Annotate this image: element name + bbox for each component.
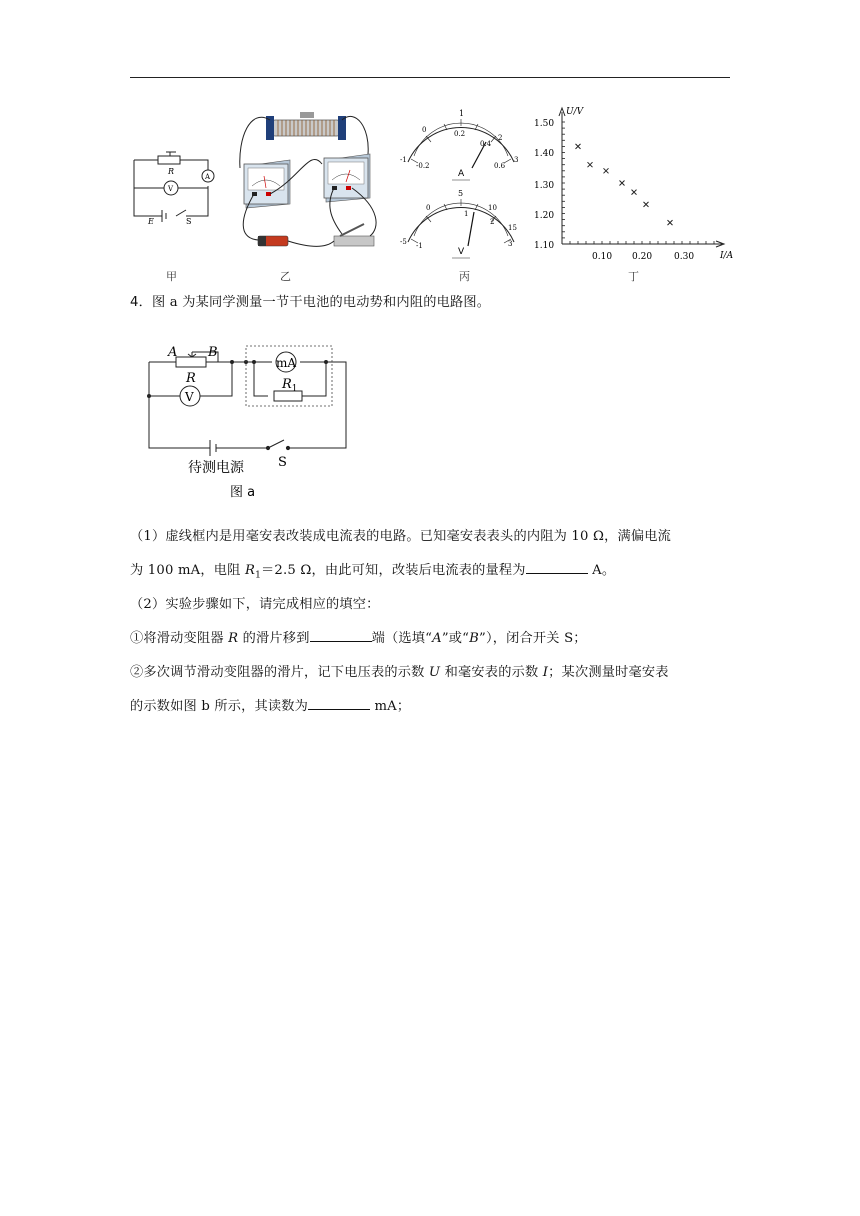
ding-ytick-0: 1.50 bbox=[534, 119, 555, 129]
bing-voltmeter-scale-2: 10 bbox=[488, 204, 497, 212]
a-label-V: V bbox=[185, 390, 194, 404]
figure-a-circuit bbox=[140, 340, 355, 505]
ding-data-point bbox=[668, 220, 673, 225]
jia-label-E: E bbox=[148, 217, 154, 226]
part-2-step2-line2: 的示数如图 b 所示，其读数为 mA； bbox=[130, 690, 735, 724]
bing-voltmeter-bottom-0: -5 bbox=[400, 238, 407, 246]
jia-label-V: V bbox=[168, 185, 174, 193]
bing-ammeter-bottom-2: 2 bbox=[498, 134, 503, 142]
bing-ammeter-top-label: 1 bbox=[459, 109, 465, 118]
ding-xtick-2: 0.30 bbox=[674, 252, 695, 262]
ding-data-point bbox=[644, 202, 649, 207]
ding-data-point bbox=[588, 162, 593, 167]
jia-label-A: A bbox=[205, 173, 211, 181]
part-2-step1: ①将滑动变阻器 R 的滑片移到 端（选填“A”或“B”），闭合开关 S； bbox=[130, 622, 735, 656]
bing-ammeter-scale-3: 0.6 bbox=[494, 162, 506, 170]
bing-voltmeter-scale-3: 15 bbox=[508, 224, 517, 232]
part-1-line2: 为 100 mA，电阻 $R_1=2.5$ Ω，由此可知，改装后电流表的量程为 A。 bbox=[130, 554, 735, 593]
ding-ytick-4: 1.10 bbox=[534, 241, 555, 251]
bing-ammeter-scale-0: 0 bbox=[422, 126, 427, 134]
answer-blank-reading[interactable] bbox=[308, 695, 370, 710]
figure-jia-circuit bbox=[128, 150, 218, 230]
a-label-source: 待测电源 bbox=[188, 460, 244, 476]
bing-voltmeter-unit: V bbox=[458, 247, 465, 257]
dashed-box bbox=[246, 346, 332, 406]
ding-xtick-0: 0.10 bbox=[592, 252, 613, 262]
bing-voltmeter-bottom-3: 2 bbox=[490, 218, 495, 226]
header-rule bbox=[130, 77, 730, 78]
a-caption: 图 a bbox=[230, 485, 256, 500]
bing-ammeter-scale-1: 0.2 bbox=[454, 130, 466, 138]
ding-ytick-1: 1.40 bbox=[534, 149, 555, 159]
bing-ammeter-unit: A bbox=[458, 169, 465, 179]
part-2-title: （2）实验步骤如下，请完成相应的填空： bbox=[130, 597, 380, 612]
bing-voltmeter-bottom-4: 3 bbox=[508, 240, 513, 248]
question-number: 4 bbox=[130, 295, 139, 310]
answer-blank-end[interactable] bbox=[310, 627, 372, 642]
a-label-R1: $R_1$ bbox=[282, 377, 298, 394]
a-label-R: R bbox=[186, 371, 196, 386]
ding-data-point bbox=[620, 181, 625, 186]
ding-data-point bbox=[632, 190, 637, 195]
jia-label-S: S bbox=[186, 217, 192, 226]
part-2 bbox=[130, 588, 735, 724]
jia-label-R: R bbox=[168, 167, 175, 176]
question-stem-text: ．图 a 为某同学测量一节干电池的电动势和内阻的电路图。 bbox=[138, 295, 491, 310]
bing-voltmeter-scale-1: 5 bbox=[458, 189, 464, 198]
caption-ding: 丁 bbox=[628, 270, 639, 283]
bing-ammeter-bottom-0: -1 bbox=[400, 156, 407, 164]
bing-voltmeter-scale-0: 0 bbox=[426, 204, 431, 212]
bing-ammeter-scale-2: 0.4 bbox=[480, 140, 492, 148]
caption-yi: 乙 bbox=[280, 270, 291, 283]
ding-ylabel: U/V bbox=[566, 107, 584, 117]
answer-blank-range[interactable] bbox=[526, 559, 588, 574]
ding-data-point bbox=[576, 144, 581, 149]
caption-bing: 丙 bbox=[459, 270, 470, 283]
figure-yi-apparatus bbox=[230, 108, 390, 258]
ding-data-point bbox=[604, 168, 609, 173]
question-4-stem bbox=[130, 286, 735, 320]
ding-xtick-1: 0.20 bbox=[632, 252, 653, 262]
figure-bing-meters bbox=[396, 106, 526, 260]
bing-ammeter-bottom-3: 3 bbox=[514, 156, 519, 164]
a-label-B: B bbox=[208, 345, 218, 360]
a-label-mA: mA bbox=[276, 356, 297, 370]
part-1-line1: （1）虚线框内是用毫安表改装成电流表的电路。已知毫安表表头的内阻为 10 Ω，满偏电流 bbox=[130, 529, 672, 544]
part-1 bbox=[130, 520, 735, 593]
a-label-A: A bbox=[168, 345, 178, 360]
bing-voltmeter-bottom-1: -1 bbox=[416, 242, 423, 250]
bing-voltmeter-bottom-2: 1 bbox=[464, 210, 469, 218]
ding-ytick-2: 1.30 bbox=[534, 181, 555, 191]
figure-ding-chart bbox=[530, 104, 740, 264]
a-label-S: S bbox=[278, 455, 287, 470]
caption-jia: 甲 bbox=[166, 270, 177, 283]
bing-ammeter-bottom-1: -0.2 bbox=[416, 162, 430, 170]
part-2-step2-line1: ②多次调节滑动变阻器的滑片，记下电压表的示数 U 和毫安表的示数 I；某次测量时毫安表 bbox=[130, 665, 669, 680]
ding-xlabel: I/A bbox=[720, 251, 734, 261]
ding-ytick-3: 1.20 bbox=[534, 211, 555, 221]
